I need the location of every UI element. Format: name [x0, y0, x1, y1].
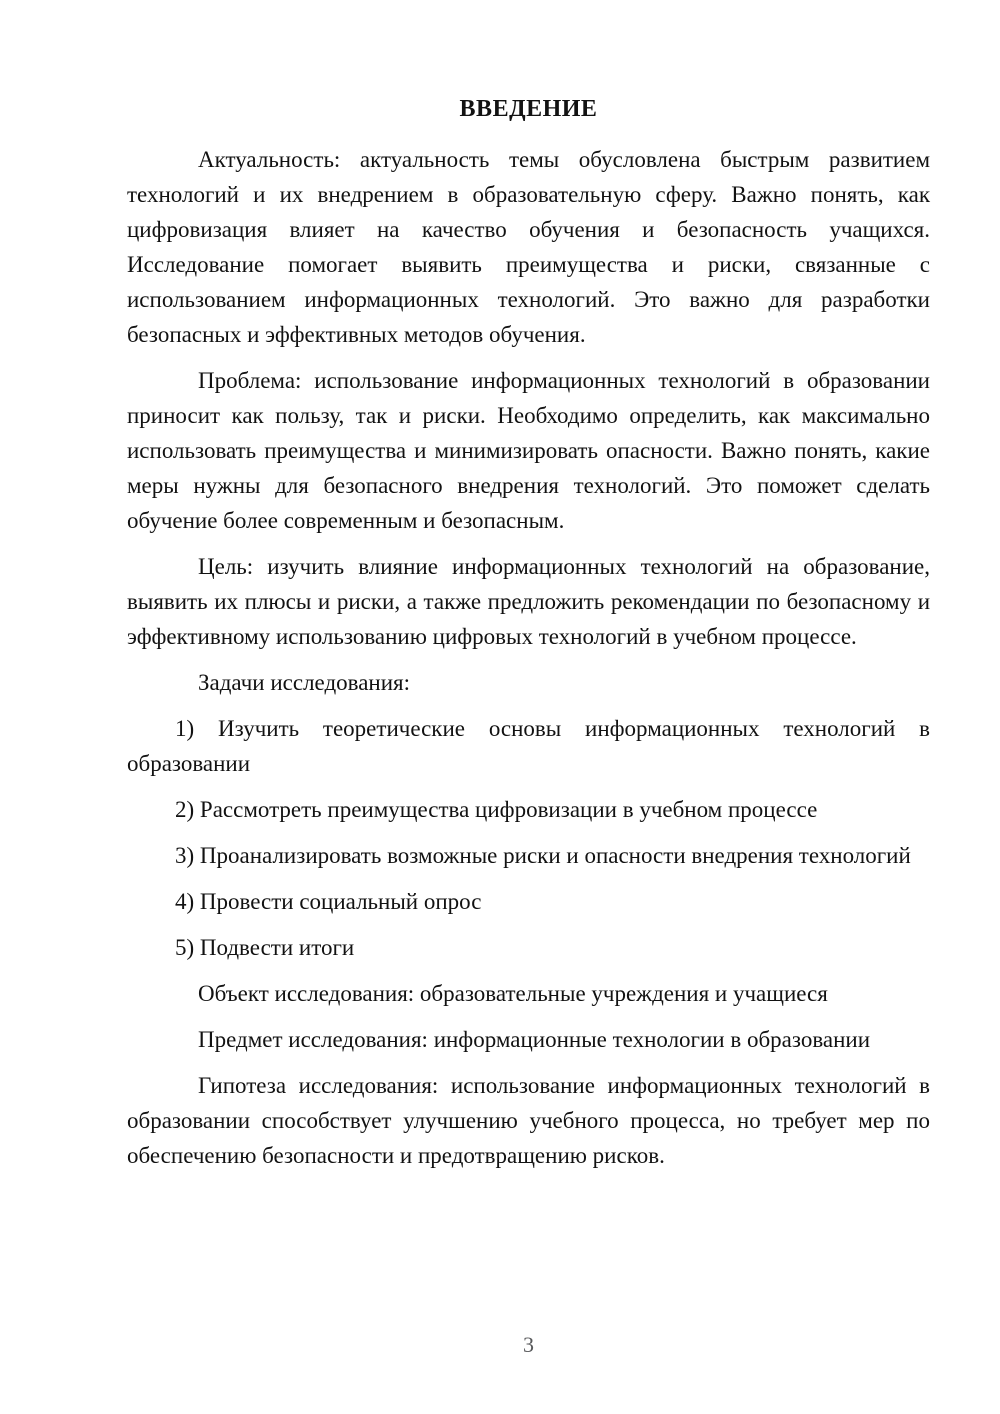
paragraph-goal: Цель: изучить влияние информационных технологий на образование, выявить их плюсы и риски, а также предложить рекомендации по безопасному и эффективному использованию цифровых технологий в учебном процессе.	[127, 554, 930, 649]
paragraph-problem: Проблема: использование информационных технологий в образовании приносит как пользу, так и риски. Необходимо определить, как максимально использовать преимущества и минимизировать опасности. Важно понять, какие меры нужны для безопасного внедрения технологий. Это поможет сделать обучение более современным и безопасным.	[127, 368, 930, 533]
paragraph-subject: Предмет исследования: информационные технологии в образовании	[198, 1027, 871, 1052]
paragraph-object: Объект исследования: образовательные учреждения и учащиеся	[198, 981, 828, 1006]
task-item-3: 3) Проанализировать возможные риски и опасности внедрения технологий	[175, 843, 911, 868]
page-title: ВВЕДЕНИЕ	[459, 96, 598, 122]
paragraph-hypothesis: Гипотеза исследования: использование информационных технологий в образовании способствует улучшению учебного процесса, но требует мер по обеспечению безопасности и предотвращению рисков.	[127, 1073, 930, 1168]
paragraph-relevance: Актуальность: актуальность темы обусловлена быстрым развитием технологий и их внедрением в образовательную сферу. Важно понять, как цифровизация влияет на качество обучения и безопасность учащихся. Исследование помогает выявить преимущества и риски, связанные с использованием информационных технологий. Это важно для разработки безопасных и эффективных методов обучения.	[127, 147, 930, 347]
tasks-heading: Задачи исследования:	[198, 670, 411, 695]
task-item-4: 4) Провести социальный опрос	[175, 889, 482, 914]
task-item-2: 2) Рассмотреть преимущества цифровизации в учебном процессе	[175, 797, 818, 822]
task-item-1: 1) Изучить теоретические основы информационных технологий в образовании	[127, 716, 930, 776]
task-item-5: 5) Подвести итоги	[175, 935, 355, 960]
page-number: 3	[523, 1332, 534, 1357]
